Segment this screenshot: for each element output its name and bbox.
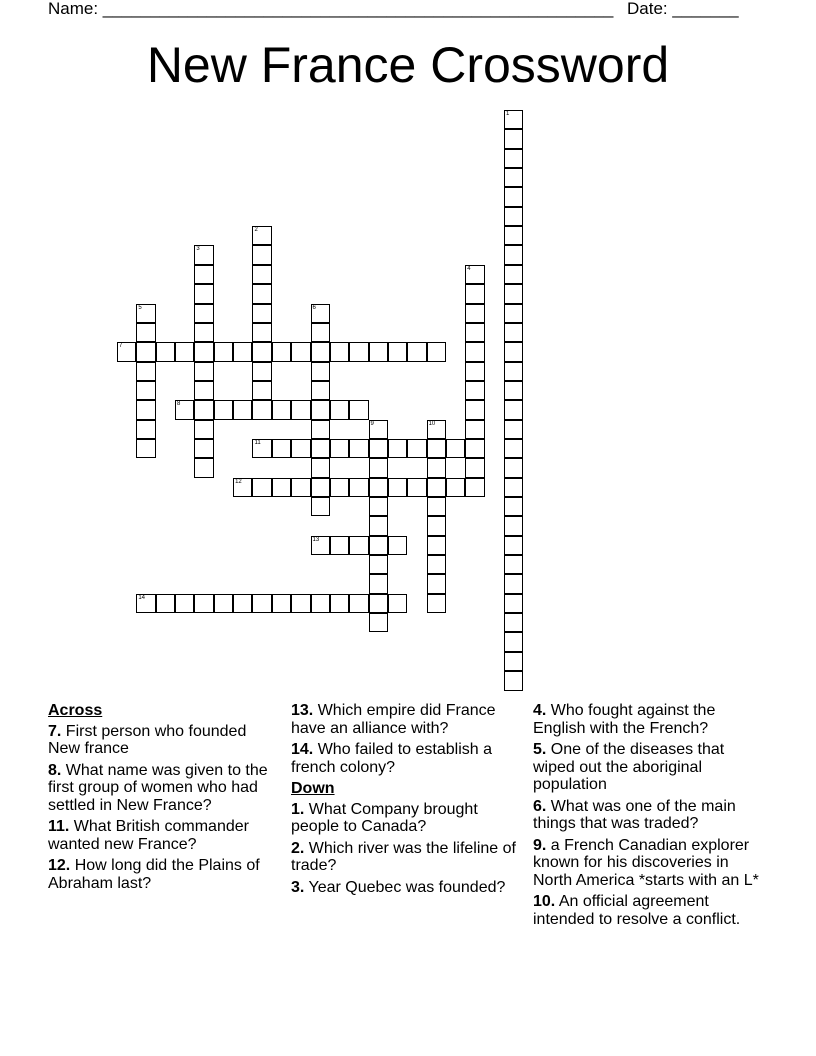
clue-down-5 [533,741,768,794]
crossword-cell[interactable] [504,284,523,303]
crossword-cell[interactable] [369,574,388,593]
clue-text: An official agreement intended to resolve a conflict. [533,893,741,928]
crossword-cell[interactable] [427,574,446,593]
crossword-cell[interactable] [504,536,523,555]
crossword-cell[interactable] [504,110,523,129]
down-heading: Down [291,780,335,797]
clue-number: 1. [291,800,305,818]
crossword-cell[interactable] [504,439,523,458]
clue-text: What was one of the main things that was traded? [533,797,736,832]
clue-text: Year Quebec was founded? [304,878,506,896]
crossword-cell[interactable] [369,555,388,574]
clue-number: 14. [291,741,314,758]
clue-down-10 [533,893,768,928]
crossword-cell[interactable] [272,478,291,497]
crossword-cell[interactable] [272,439,291,458]
page-title: New France Crossword [146,37,670,93]
crossword-cell[interactable] [427,516,446,535]
crossword-cell[interactable] [427,497,446,516]
crossword-cell[interactable] [504,420,523,439]
crossword-cell[interactable] [369,516,388,535]
crossword-cell[interactable] [311,594,330,613]
crossword-cell[interactable] [504,129,523,148]
crossword-cell[interactable] [311,323,330,342]
cell-number: 2 [254,227,258,234]
crossword-cell[interactable] [465,265,484,284]
crossword-cell[interactable] [504,613,523,632]
crossword-cell[interactable] [194,400,213,419]
crossword-cell[interactable] [465,400,484,419]
crossword-cell[interactable] [252,362,271,381]
crossword-cell[interactable] [388,478,407,497]
crossword-cell[interactable] [136,594,155,613]
crossword-cell[interactable] [349,478,368,497]
cell-number: 3 [196,246,200,253]
crossword-cell[interactable] [291,594,310,613]
cell-number: 9 [370,420,374,427]
clue-down-6 [533,798,768,833]
crossword-cell[interactable] [252,342,271,361]
crossword-cell[interactable] [291,342,310,361]
clue-text: First person who founded New france [48,722,247,757]
clue-text: Who fought against the English with the French? [533,702,716,737]
crossword-cell[interactable] [407,342,426,361]
crossword-cell[interactable] [311,458,330,477]
crossword-cell[interactable] [504,516,523,535]
crossword-cell[interactable] [465,323,484,342]
crossword-cell[interactable] [330,342,349,361]
crossword-cell[interactable] [465,439,484,458]
crossword-cell[interactable] [504,245,523,264]
crossword-cell[interactable] [349,342,368,361]
crossword-cell[interactable] [446,439,465,458]
clue-number: 8. [48,761,62,779]
crossword-cell[interactable] [136,439,155,458]
crossword-cell[interactable] [504,400,523,419]
crossword-cell[interactable] [291,439,310,458]
crossword-cell[interactable] [369,613,388,632]
crossword-cell[interactable] [504,342,523,361]
clue-text: How long did the Plains of Abraham last? [48,857,260,892]
crossword-cell[interactable] [427,536,446,555]
crossword-cell[interactable] [252,439,271,458]
clue-across-11 [48,818,273,853]
clue-number: 5. [533,741,547,758]
clue-across-8 [48,762,273,815]
crossword-cell[interactable] [311,420,330,439]
name-field[interactable]: Name: ______________________________________________________ [48,0,614,18]
cell-number: 5 [138,304,142,311]
clue-text: What British commander wanted new France? [48,818,249,853]
crossword-cell[interactable] [194,362,213,381]
crossword-cell[interactable] [330,400,349,419]
clue-number: 4. [533,702,547,719]
clue-across-7 [48,723,273,758]
clue-number: 12. [48,857,71,874]
crossword-cell[interactable] [369,420,388,439]
crossword-cell[interactable] [504,149,523,168]
crossword-cell[interactable] [504,458,523,477]
crossword-cell[interactable] [465,420,484,439]
crossword-cell[interactable] [465,284,484,303]
crossword-cell[interactable] [311,478,330,497]
crossword-cell[interactable] [330,439,349,458]
clue-text: What name was given to the first group of women who had settled in New France? [48,761,268,814]
crossword-cell[interactable] [465,478,484,497]
crossword-cell[interactable] [252,265,271,284]
crossword-cell[interactable] [136,400,155,419]
crossword-cell[interactable] [427,555,446,574]
crossword-cell[interactable] [194,284,213,303]
clue-text: What Company brought people to Canada? [291,800,478,835]
crossword-cell[interactable] [233,400,252,419]
crossword-cell[interactable] [311,342,330,361]
crossword-cell[interactable] [117,342,136,361]
crossword-cell[interactable] [311,362,330,381]
crossword-cell[interactable] [349,536,368,555]
clue-number: 13. [291,702,314,719]
crossword-cell[interactable] [175,594,194,613]
crossword-cell[interactable] [504,226,523,245]
cell-number: 6 [312,304,316,311]
clue-down-3 [291,879,516,897]
cell-number: 11 [254,439,261,446]
crossword-cell[interactable] [504,478,523,497]
crossword-cell[interactable] [272,400,291,419]
crossword-cell[interactable] [252,226,271,245]
crossword-cell[interactable] [311,536,330,555]
crossword-cell[interactable] [194,439,213,458]
crossword-cell[interactable] [136,342,155,361]
crossword-cell[interactable] [233,594,252,613]
clue-number: 10. [533,893,556,910]
crossword-cell[interactable] [504,555,523,574]
crossword-cell[interactable] [465,342,484,361]
crossword-cell[interactable] [465,304,484,323]
crossword-cell[interactable] [504,323,523,342]
crossword-cell[interactable] [136,420,155,439]
crossword-cell[interactable] [330,478,349,497]
crossword-cell[interactable] [194,245,213,264]
crossword-cell[interactable] [427,458,446,477]
crossword-cell[interactable] [291,478,310,497]
crossword-cell[interactable] [369,458,388,477]
crossword-cell[interactable] [504,574,523,593]
crossword-cell[interactable] [252,245,271,264]
crossword-cell[interactable] [175,400,194,419]
crossword-cell[interactable] [349,594,368,613]
clue-number: 9. [533,836,547,854]
crossword-cell[interactable] [504,362,523,381]
clue-number: 7. [48,722,62,740]
clue-down-2 [291,840,516,875]
crossword-cell[interactable] [156,342,175,361]
crossword-cell[interactable] [194,381,213,400]
across-heading: Across [48,702,103,719]
crossword-cell[interactable] [252,304,271,323]
crossword-cell[interactable] [311,497,330,516]
crossword-cell[interactable] [252,478,271,497]
crossword-cell[interactable] [369,478,388,497]
crossword-cell[interactable] [465,458,484,477]
clue-text: One of the diseases that wiped out the aboriginal population [533,741,725,793]
date-field[interactable]: Date: _______ [627,0,739,18]
clue-number: 11. [48,818,70,835]
clue-text: Which empire did France have an alliance with? [291,702,496,737]
crossword-cell[interactable] [504,265,523,284]
crossword-cell[interactable] [194,342,213,361]
crossword-cell[interactable] [136,323,155,342]
crossword-cell[interactable] [194,323,213,342]
crossword-cell[interactable] [388,439,407,458]
crossword-cell[interactable] [214,342,233,361]
clue-number: 2. [291,839,305,857]
crossword-cell[interactable] [136,381,155,400]
crossword-cell[interactable] [388,536,407,555]
clue-across-13 [291,702,516,737]
crossword-cell[interactable] [446,478,465,497]
crossword-cell[interactable] [427,594,446,613]
crossword-cell[interactable] [349,400,368,419]
clue-number: 6. [533,797,547,815]
crossword-cell[interactable] [194,304,213,323]
crossword-cell[interactable] [504,207,523,226]
crossword-cell[interactable] [194,458,213,477]
crossword-cell[interactable] [311,304,330,323]
cell-number: 12 [235,478,242,485]
crossword-cell[interactable] [504,497,523,516]
clue-across-12 [48,857,273,892]
crossword-cell[interactable] [427,439,446,458]
cell-number: 14 [138,594,146,601]
clue-text: Which river was the lifeline of trade? [291,839,516,874]
crossword-cell[interactable] [388,342,407,361]
crossword-cell[interactable] [311,400,330,419]
crossword-cell[interactable] [252,400,271,419]
cell-number: 8 [177,401,181,408]
clue-text: a French Canadian explorer known for his discoveries in North America *starts with an L* [533,836,759,889]
crossword-cell[interactable] [369,594,388,613]
crossword-cell[interactable] [504,652,523,671]
clue-number: 3. [291,878,305,896]
cell-number: 10 [428,420,436,427]
crossword-cell[interactable] [388,594,407,613]
crossword-cell[interactable] [175,342,194,361]
crossword-cell[interactable] [427,342,446,361]
crossword-cell[interactable] [504,381,523,400]
crossword-cell[interactable] [330,594,349,613]
crossword-cell[interactable] [465,381,484,400]
cell-number: 4 [467,265,471,272]
crossword-cell[interactable] [194,594,213,613]
crossword-cell[interactable] [504,632,523,651]
crossword-cell[interactable] [272,594,291,613]
clue-text: Who failed to establish a french colony? [291,741,493,776]
crossword-cell[interactable] [252,323,271,342]
crossword-cell[interactable] [136,362,155,381]
crossword-cell[interactable] [349,439,368,458]
crossword-cell[interactable] [252,381,271,400]
crossword-cell[interactable] [427,478,446,497]
crossword-cell[interactable] [214,594,233,613]
crossword-cell[interactable] [407,439,426,458]
crossword-cell[interactable] [311,381,330,400]
crossword-cell[interactable] [504,187,523,206]
crossword-cell[interactable] [311,439,330,458]
crossword-cell[interactable] [233,478,252,497]
crossword-cell[interactable] [272,342,291,361]
crossword-cell[interactable] [233,342,252,361]
crossword-cell[interactable] [214,400,233,419]
crossword-cell[interactable] [194,265,213,284]
crossword-cell[interactable] [504,304,523,323]
clue-column-3 [533,702,768,932]
crossword-cell[interactable] [369,439,388,458]
crossword-cell[interactable] [252,284,271,303]
crossword-cell[interactable] [369,342,388,361]
crossword-cell[interactable] [465,362,484,381]
clue-down-1 [291,801,516,836]
clue-down-9 [533,837,768,890]
crossword-cell[interactable] [369,497,388,516]
cell-number: 1 [506,111,510,117]
clue-column-1 [48,702,273,896]
clue-across-14 [291,741,516,776]
crossword-cell[interactable] [156,594,175,613]
crossword-cell[interactable] [407,478,426,497]
crossword-cell[interactable] [252,594,271,613]
cell-number: 7 [119,343,123,350]
crossword-cell[interactable] [136,304,155,323]
cell-number: 13 [312,536,320,543]
crossword-cell[interactable] [291,400,310,419]
clue-down-4 [533,702,768,737]
crossword-cell[interactable] [427,420,446,439]
crossword-cell[interactable] [330,536,349,555]
crossword-cell[interactable] [194,420,213,439]
clue-column-2 [291,702,516,900]
crossword-cell[interactable] [504,168,523,187]
crossword-cell[interactable] [504,671,523,690]
crossword-cell[interactable] [504,594,523,613]
crossword-cell[interactable] [369,536,388,555]
